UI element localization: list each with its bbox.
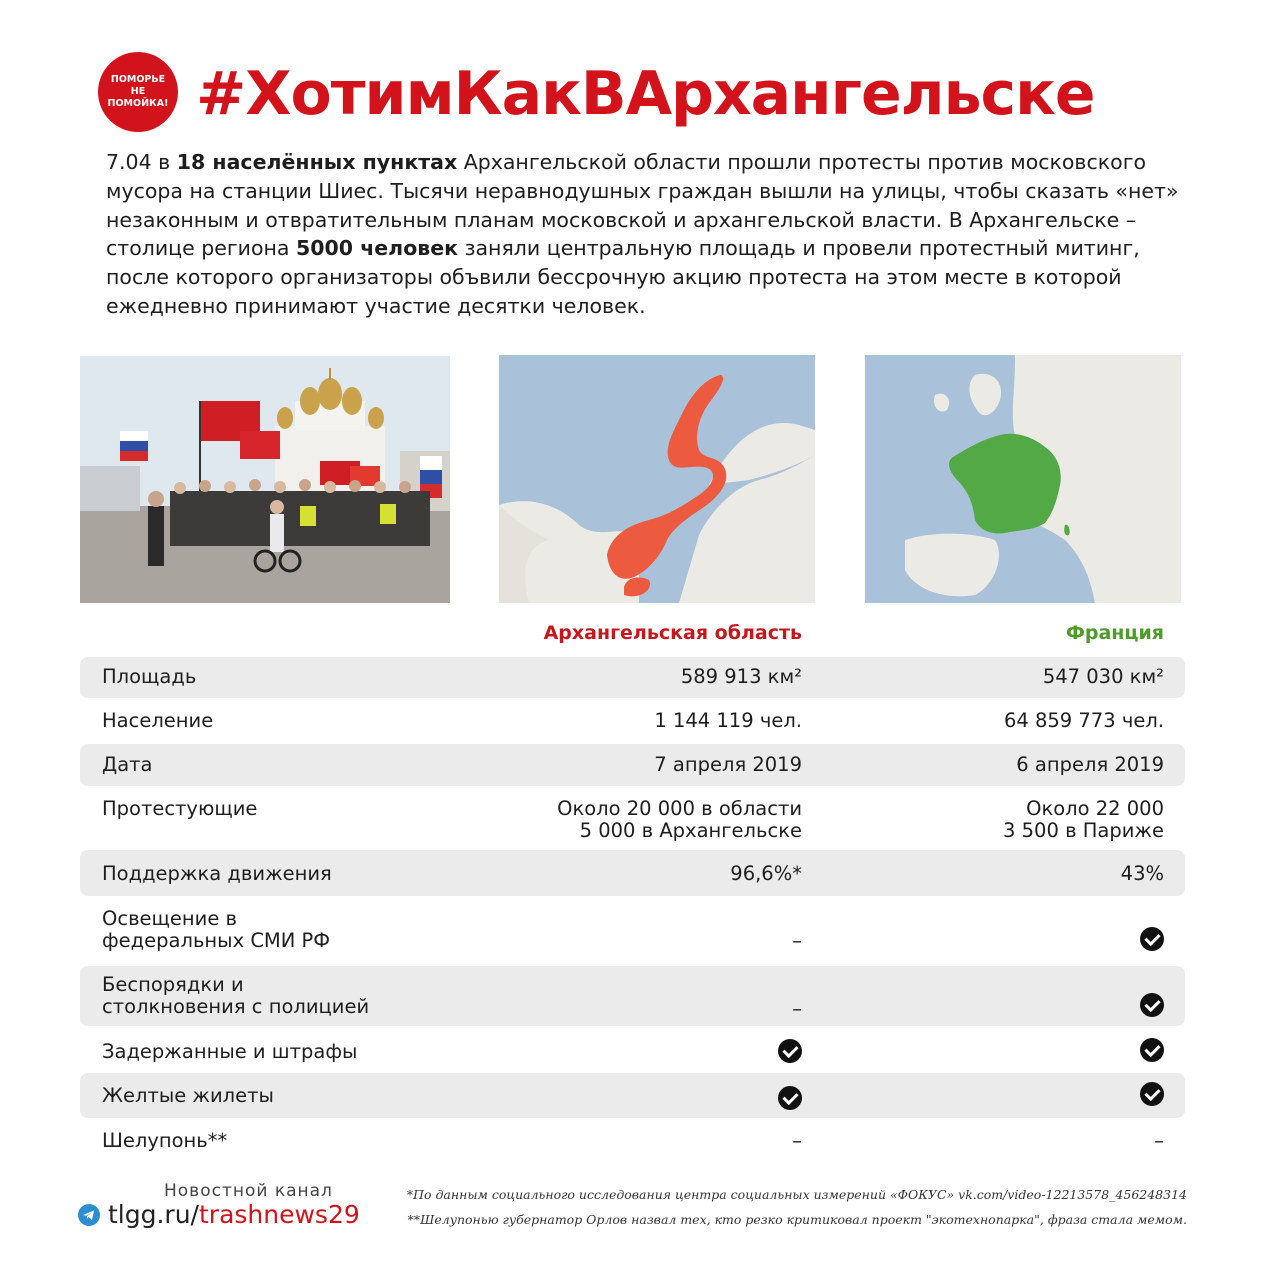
telegram-channel-link[interactable] (78, 1200, 360, 1230)
row-value-arkhangelsk: – (792, 1129, 802, 1152)
row-value-arkhangelsk (778, 1039, 802, 1068)
row-value-france (1140, 1082, 1164, 1111)
row-value-france: 64 859 773 чел. (1003, 709, 1164, 732)
row-value-arkhangelsk: 7 апреля 2019 (654, 753, 802, 776)
intro-text-3: заняли центральную площадь и провели протестный митинг, после которого организаторы объвили бессрочную акцию протеста на этом месте в которой ежедневно принимают участие десятки человек. (106, 236, 1140, 318)
row-value-arkhangelsk (778, 1086, 802, 1115)
row-value-france: – (1154, 1129, 1164, 1152)
row-label: Протестующие (102, 797, 258, 820)
intro-text-2: Архангельской области прошли протесты против московского мусора на станции Шиес. Тысячи неравнодушных граждан вышли на улицы, чтобы сказать «нет» незаконным и отвратительным планам московской и архангельской власти. В Архангельске – столице региона (106, 150, 1179, 261)
row-label: Беспорядки и столкновения с полицией (102, 973, 370, 1018)
table-row (80, 657, 1185, 698)
row-value-france (1140, 927, 1164, 956)
row-value-france (1140, 993, 1164, 1022)
row-label: Население (102, 709, 214, 732)
row-label: Шелупонь** (102, 1129, 228, 1152)
protest-photo-illustration (80, 356, 450, 603)
protest-photo (80, 356, 450, 603)
row-value-arkhangelsk: 1 144 119 чел. (654, 709, 802, 732)
table-row (80, 1028, 1185, 1071)
arkhangelsk-region-map (499, 355, 815, 603)
column-header-france: Франция (1066, 622, 1164, 644)
row-value-arkhangelsk: – (792, 997, 802, 1020)
telegram-icon (78, 1204, 100, 1226)
row-value-arkhangelsk: – (792, 929, 802, 952)
link-channel-name: trashnews29 (198, 1200, 360, 1229)
intro-text-1: 7.04 в (106, 150, 177, 174)
row-label: Дата (102, 753, 153, 776)
table-row (80, 966, 1185, 1026)
row-label: Задержанные и штрафы (102, 1040, 358, 1063)
row-value-arkhangelsk: Около 20 000 в области 5 000 в Архангельске (557, 797, 802, 842)
row-value-arkhangelsk: 589 913 км² (680, 665, 802, 688)
table-row (80, 898, 1185, 963)
check-icon (1140, 927, 1164, 951)
footnote-shelupon: **Шелупонью губернатор Орлов назвал тех, кто резко критиковал проект "экотехнопарка", фраза стала мемом. (407, 1212, 1187, 1227)
intro-bold-2: 5000 человек (296, 236, 459, 261)
table-row (80, 788, 1185, 848)
page-title: #ХотимКакВАрхангельске (196, 59, 1095, 129)
intro-bold-1: 18 населённых пунктах (176, 150, 458, 174)
check-icon (1140, 1038, 1164, 1062)
table-row (80, 701, 1185, 742)
row-value-arkhangelsk: 96,6%* (730, 862, 802, 885)
france-map-illustration (865, 355, 1181, 603)
check-icon (1140, 993, 1164, 1017)
row-value-france: 547 030 км² (1042, 665, 1164, 688)
logo-text: ПОМОРЬЕ НЕ ПОМОЙКА! (107, 74, 169, 109)
table-row (80, 744, 1185, 786)
column-header-arkhangelsk: Архангельская область (543, 622, 802, 644)
row-label: Площадь (102, 665, 197, 688)
arkhangelsk-map-illustration (499, 355, 815, 603)
table-row (80, 1073, 1185, 1118)
row-label: Желтые жилеты (102, 1084, 274, 1107)
row-label: Освещение в федеральных СМИ РФ (102, 907, 331, 952)
check-icon (778, 1086, 802, 1110)
row-value-france (1140, 1038, 1164, 1067)
footer-caption: Новостной канал (164, 1181, 333, 1201)
france-map (865, 355, 1181, 603)
table-row (80, 1120, 1185, 1162)
check-icon (1140, 1082, 1164, 1106)
movement-logo (98, 52, 178, 132)
link-prefix: tlgg.ru/ (108, 1200, 199, 1229)
intro-paragraph (106, 148, 1186, 321)
row-value-france: 6 апреля 2019 (1016, 753, 1164, 776)
row-label: Поддержка движения (102, 862, 332, 885)
footnote-survey: *По данным социального исследования центра социальных измерений «ФОКУС» vk.com/video-12213578_456248314 (406, 1187, 1187, 1202)
check-icon (778, 1039, 802, 1063)
row-value-france: 43% (1120, 862, 1164, 885)
table-row (80, 850, 1185, 896)
row-value-france: Около 22 000 3 500 в Париже (1003, 797, 1164, 842)
